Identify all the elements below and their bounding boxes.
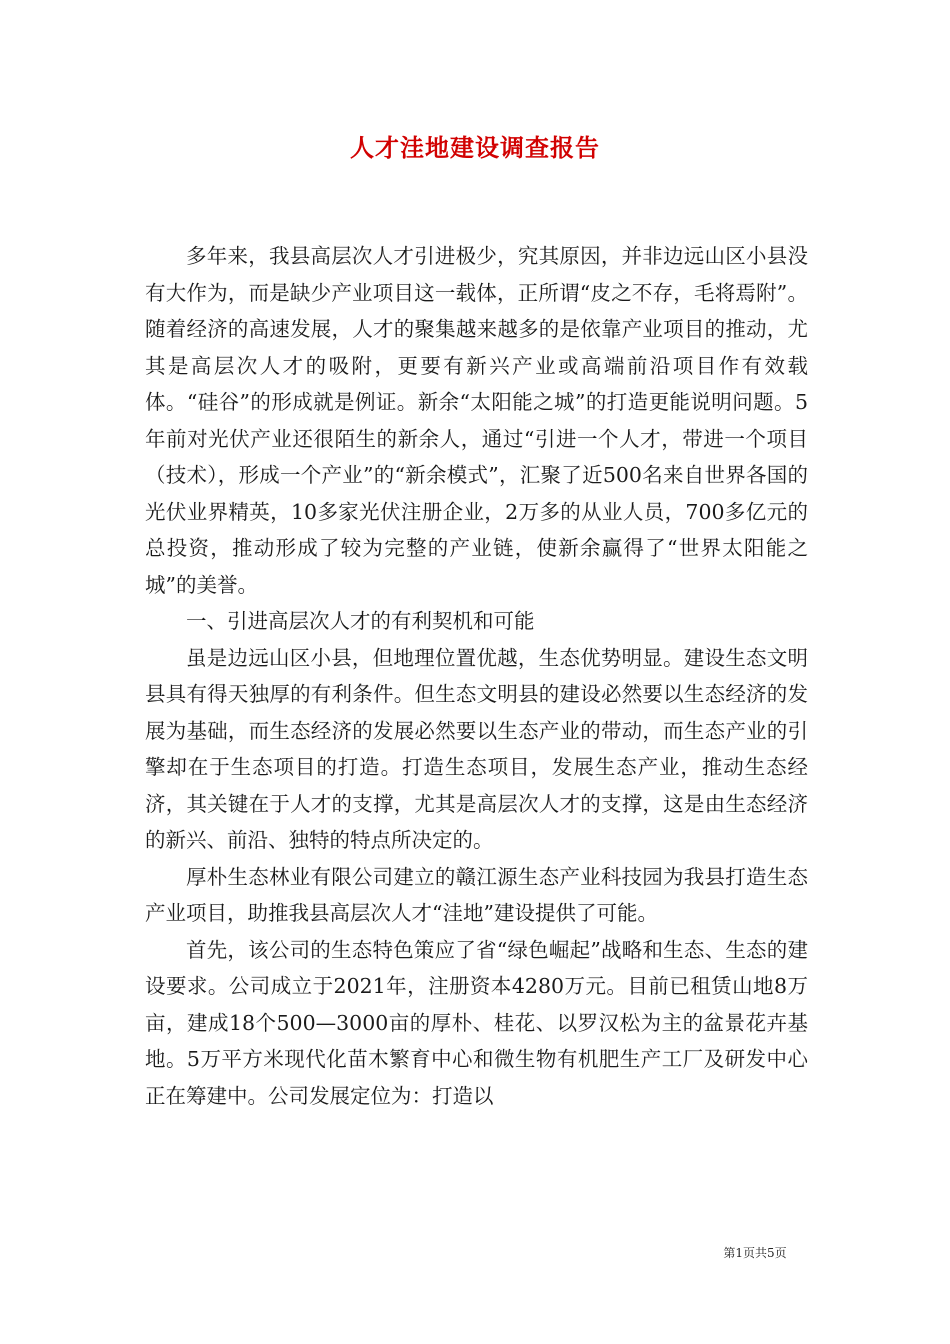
intro-paragraph: 多年来，我县高层次人才引进极少，究其原因，并非边远山区小县没有大作为，而是缺少产业项目这一载体，正所谓“皮之不存，毛将焉附”。随着经济的高速发展，人才的聚集越来越多的是依靠产业项目的推动，尤其是高层次人才的吸附，更要有新兴产业或高端前沿项目作有效载体。“硅谷”的形成就是例证。新余“太阳能之城”的打造更能说明问题。5年前对光伏产业还很陌生的新余人，通过“引进一个人才，带进一个项目（技术），形成一个产业”的“新余模式”，汇聚了近500名来自世界各国的光伏业界精英，10多家光伏注册企业，2万多的从业人员，700多亿元的总投资，推动形成了较为完整的产业链，使新余赢得了“世界太阳能之城”的美誉。 xyxy=(145,244,808,597)
section-heading: 一、引进高层次人才的有利契机和可能 xyxy=(186,609,535,633)
document-title: 人才洼地建设调查报告 xyxy=(350,133,600,162)
page-number-footer: 第1页共5页 xyxy=(723,1246,787,1260)
document-body xyxy=(145,238,808,1114)
section-paragraph-1: 虽是边远山区小县，但地理位置优越，生态优势明显。建设生态文明县具有得天独厚的有利条件。但生态文明县的建设必然要以生态经济的发展为基础，而生态经济的发展必然要以生态产业的带动，而生态产业的引擎却在于生态项目的打造。打造生态项目，发展生态产业，推动生态经济，其关键在于人才的支撑，尤其是高层次人才的支撑，这是由生态经济的新兴、前沿、独特的特点所决定的。 xyxy=(145,645,808,852)
section-paragraph-2: 厚朴生态林业有限公司建立的赣江源生态产业科技园为我县打造生态产业项目，助推我县高层次人才“洼地”建设提供了可能。 xyxy=(145,864,808,925)
section-paragraph-3: 首先，该公司的生态特色策应了省“绿色崛起”战略和生态、生态的建设要求。公司成立于2021年，注册资本4280万元。目前已租赁山地8万亩，建成18个500—3000亩的厚朴、桂花、以罗汉松为主的盆景花卉基地。5万平方米现代化苗木繁育中心和微生物有机肥生产工厂及研发中心正在筹建中。公司发展定位为：打造以 xyxy=(145,937,808,1108)
